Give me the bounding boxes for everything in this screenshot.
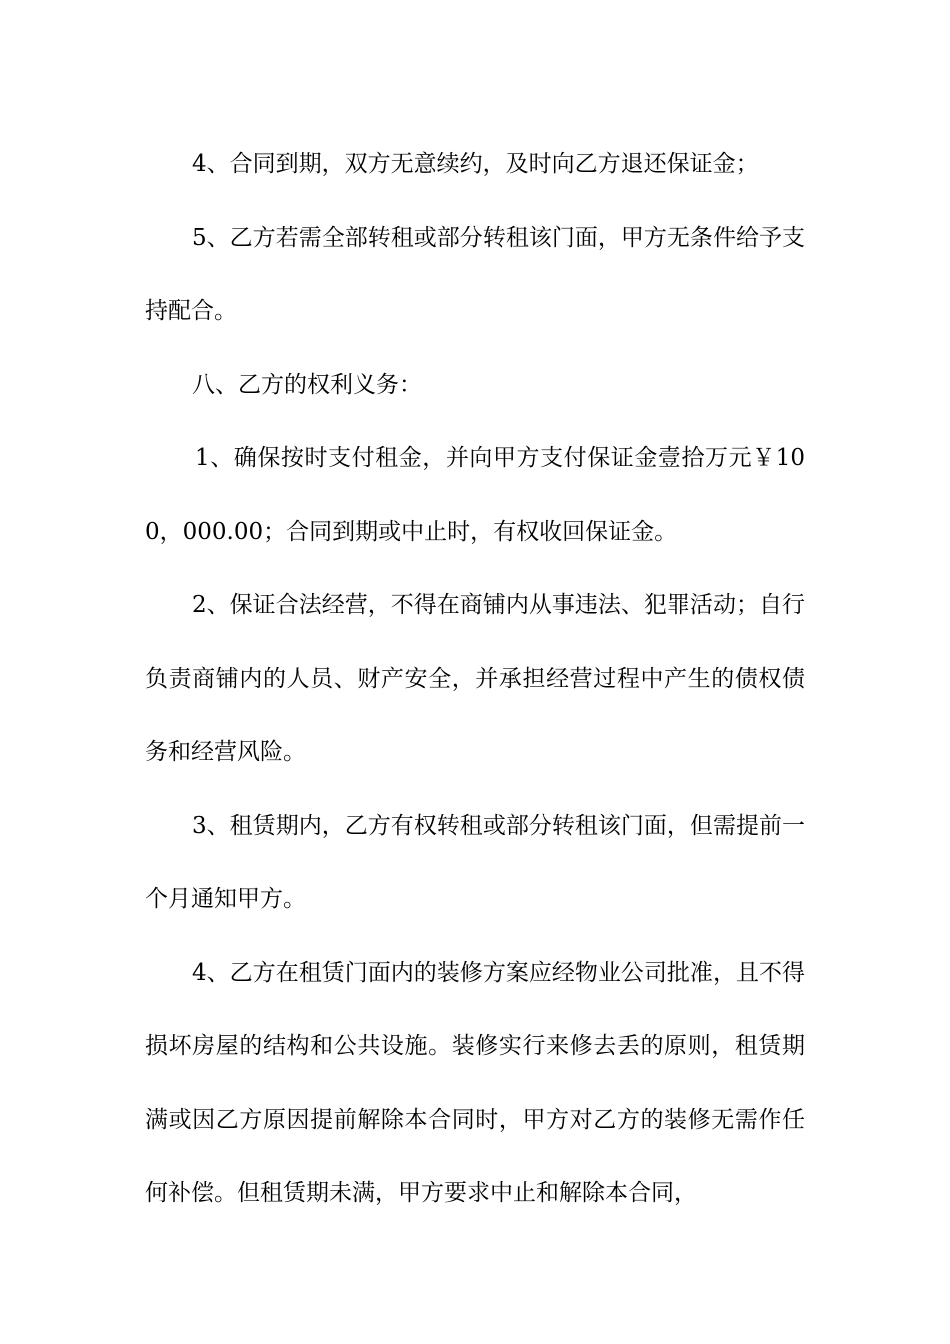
section-heading-party-b-rights: 八、乙方的权利义务： (192, 371, 422, 398)
clause-8-item-2: 2、保证合法经营，不得在商铺内从事违法、犯罪活动；自行负责商铺内的人员、财产安全，并承担经营过程中产生的债权债务和经营风险。 (145, 592, 805, 765)
clause-8-item-3: 3、租赁期内，乙方有权转租或部分转租该门面，但需提前一个月通知甲方。 (145, 812, 805, 912)
clause-8-item-1: 1、确保按时支付租金，并向甲方支付保证金壹拾万元￥100，000.00；合同到期或中止时，有权收回保证金。 (145, 445, 805, 545)
clause-7-item-4: 4、合同到期，双方无意续约，及时向乙方退还保证金； (192, 151, 759, 177)
document-body (145, 128, 805, 1231)
clause-8-item-4: 4、乙方在租赁门面内的装修方案应经物业公司批准，且不得损坏房屋的结构和公共设施。装修实行来修去丢的原则，租赁期满或因乙方原因提前解除本合同时，甲方对乙方的装修无需作任何补偿。但租赁期未满，甲方要求中止和解除本合同， (145, 959, 805, 1206)
clause-7-item-5: 5、乙方若需全部转租或部分转租该门面，甲方无条件给予支持配合。 (145, 224, 805, 324)
